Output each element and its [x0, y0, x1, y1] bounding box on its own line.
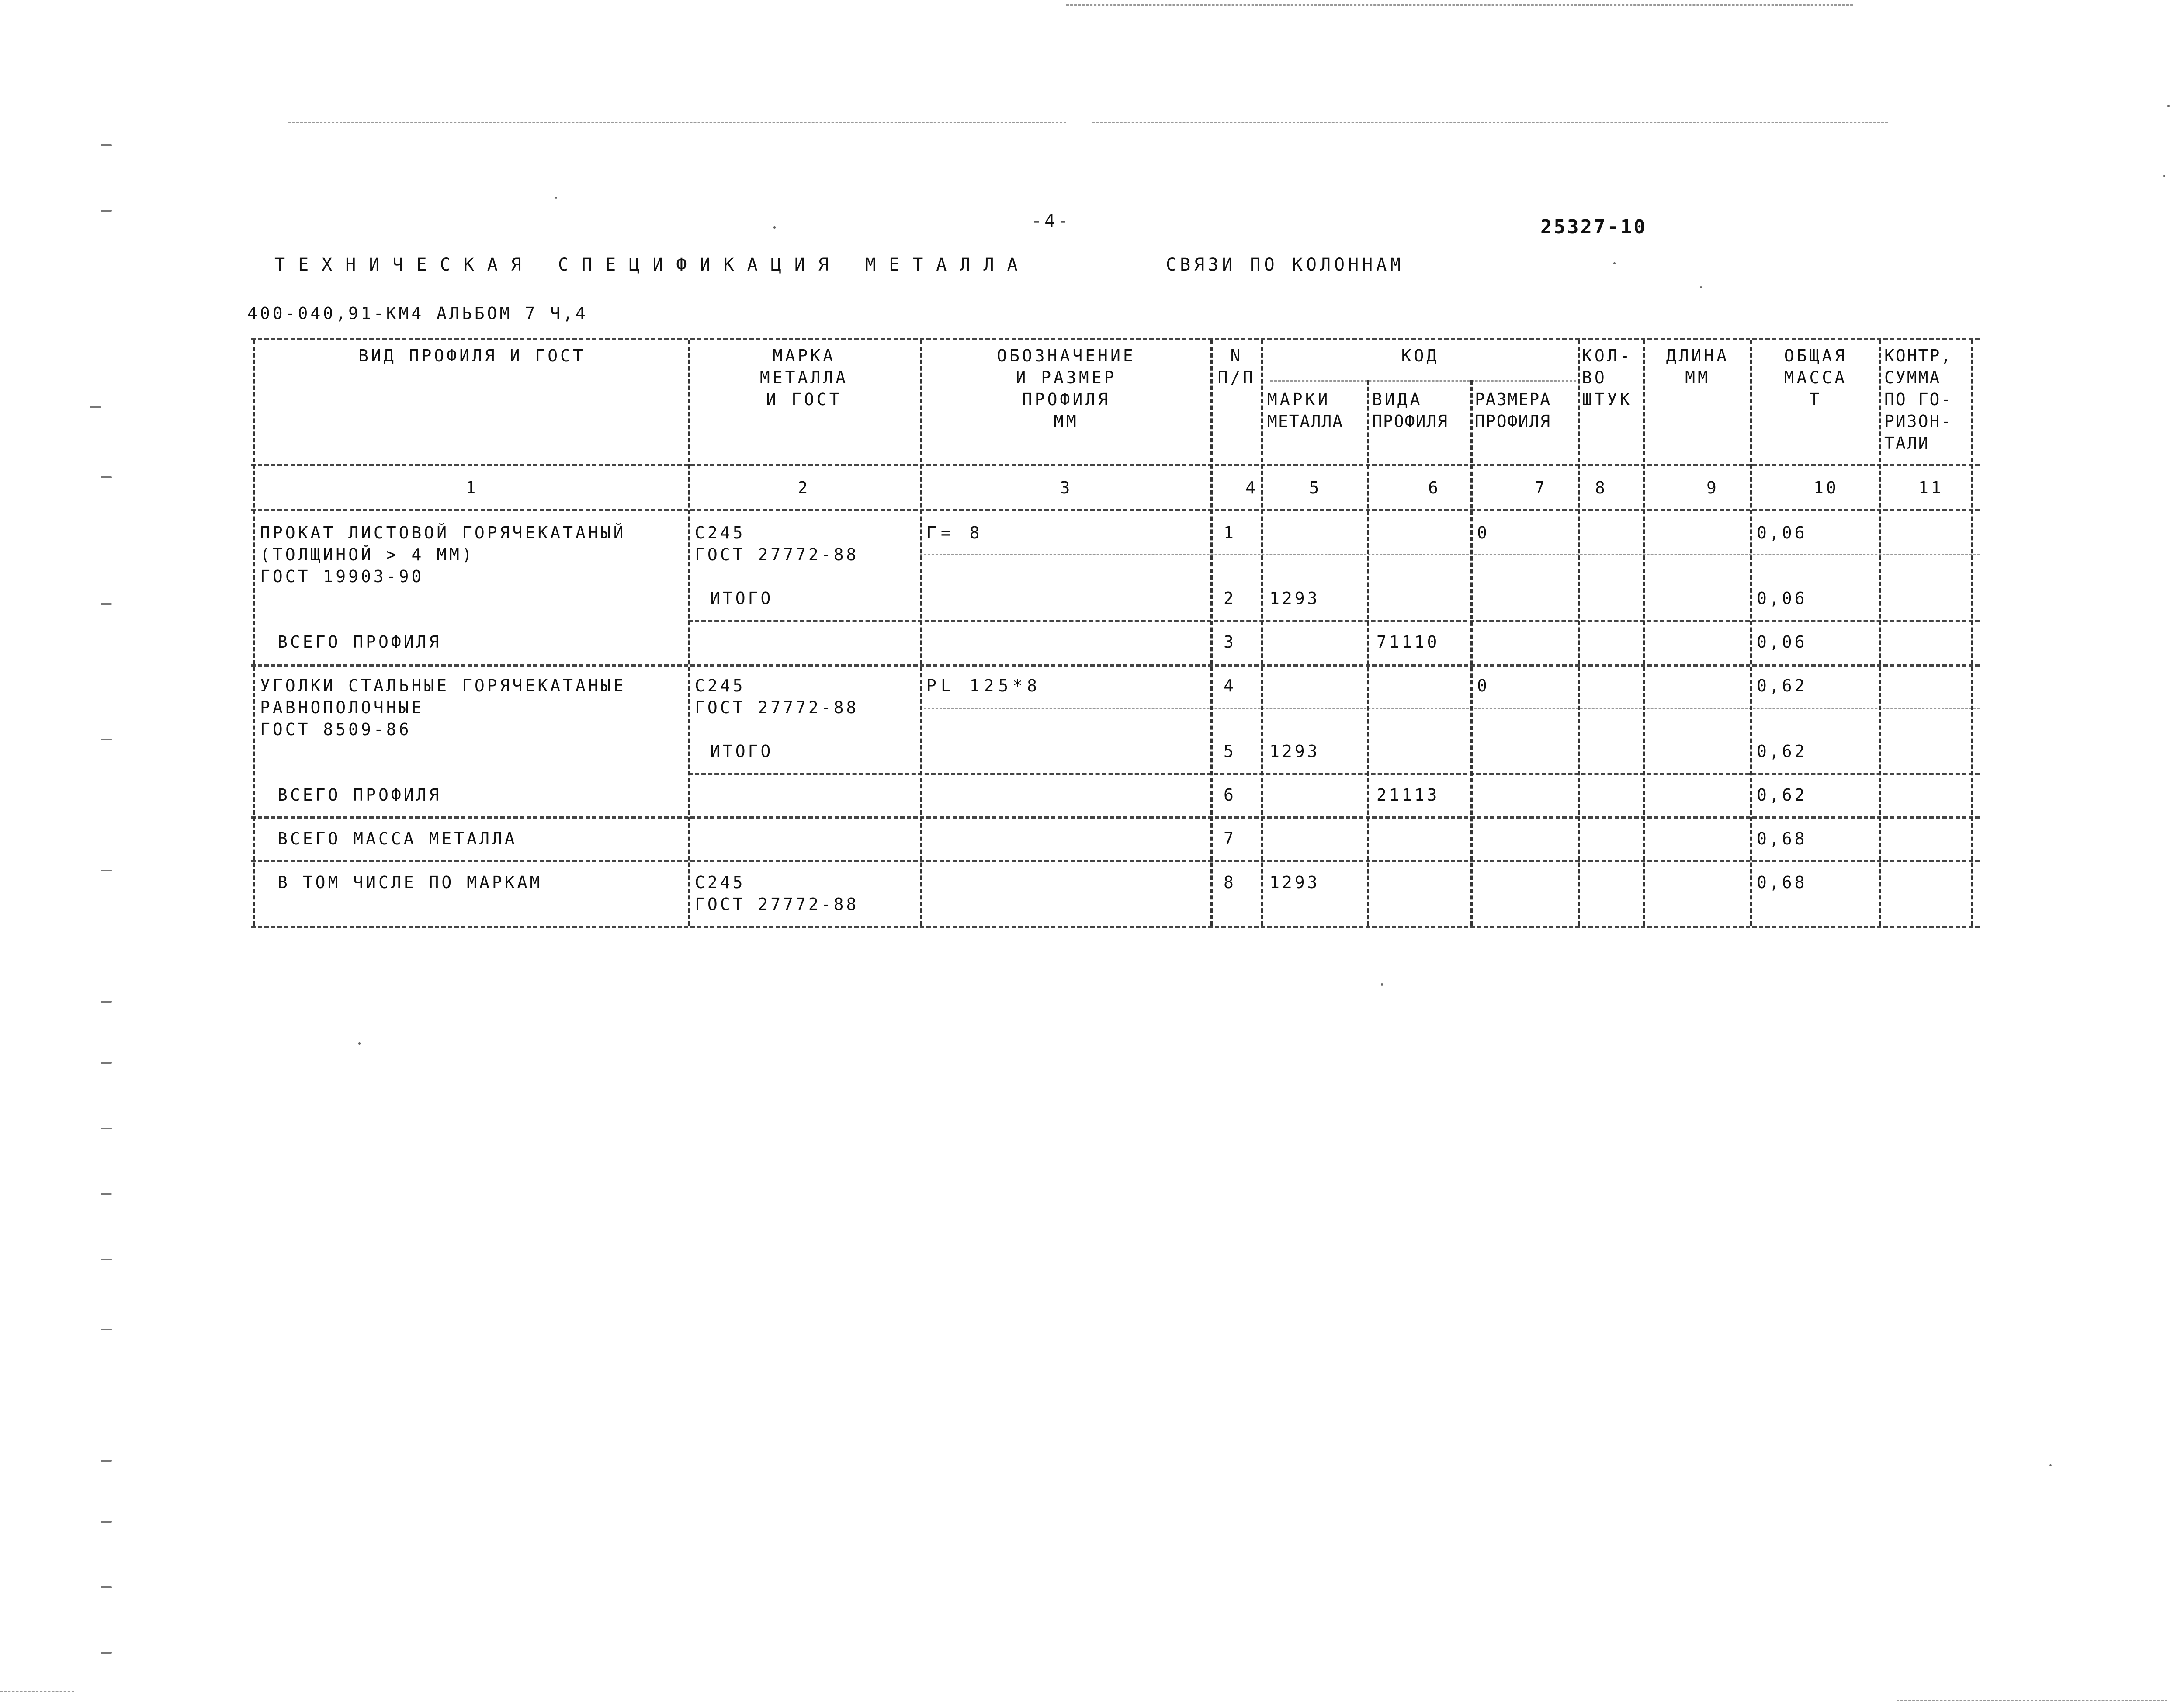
cell-index: 7: [1224, 829, 1236, 848]
cell-profile: ВСЕГО ПРОФИЛЯ: [277, 785, 442, 805]
cell-steel-standard: ГОСТ 27772-88: [695, 895, 859, 914]
header-col7-line1: РАЗМЕРА: [1475, 390, 1551, 409]
cell-mass: 0,62: [1757, 676, 1807, 695]
col-number-10: 10: [1813, 478, 1839, 497]
cell-index: 2: [1224, 589, 1236, 608]
cell-profile: ГОСТ 19903-90: [260, 567, 424, 586]
cell-mass: 0,68: [1757, 829, 1807, 848]
cell-mass: 0,06: [1757, 523, 1807, 542]
cell-profile: РАВНОПОЛОЧНЫЕ: [260, 698, 424, 717]
cell-profile: УГОЛКИ СТАЛЬНЫЕ ГОРЯЧЕКАТАНЫЕ: [260, 676, 626, 695]
cell-index: 8: [1224, 873, 1236, 892]
header-col6-line2: ПРОФИЛЯ: [1372, 412, 1449, 431]
header-col5-line1: МАРКИ: [1267, 390, 1331, 409]
header-col3-line1: ОБОЗНАЧЕНИЕ: [997, 346, 1136, 365]
header-col11-line2: СУММА: [1884, 368, 1941, 387]
header-col3-line3: ПРОФИЛЯ: [1022, 390, 1111, 409]
cell-mass: 0,62: [1757, 785, 1807, 805]
header-col4-line2: П/П: [1217, 368, 1256, 387]
header-col1-line1: ВИД ПРОФИЛЯ И ГОСТ: [358, 346, 586, 365]
cell-steel-grade: С245: [695, 676, 745, 695]
header-col9-line1: ДЛИНА: [1666, 346, 1730, 365]
cell-mass: 0,06: [1757, 632, 1807, 652]
header-col8-line1: КОЛ-: [1582, 346, 1633, 365]
cell-steel-grade: С245: [695, 873, 745, 892]
header-col2-line3: И ГОСТ: [766, 390, 842, 409]
col-number-8: 8: [1595, 478, 1608, 497]
col-number-2: 2: [797, 478, 811, 497]
cell-profile: (ТОЛЩИНОЙ > 4 ММ): [260, 545, 475, 564]
header-col4-line1: N: [1230, 346, 1243, 365]
album-reference: 400-040,91-КМ4 АЛЬБОМ 7 Ч,4: [247, 304, 588, 323]
col-number-4: 4: [1245, 478, 1258, 497]
cell-mass: 0,62: [1757, 742, 1807, 761]
cell-steel-standard: ГОСТ 27772-88: [695, 698, 859, 717]
cell-size: PL 125*8: [926, 676, 1042, 695]
header-col3-line4: ММ: [1054, 412, 1079, 431]
cell-profile: ВСЕГО ПРОФИЛЯ: [277, 632, 442, 652]
cell-size-code: 0: [1477, 676, 1490, 695]
header-col8-line2: ВО: [1582, 368, 1607, 387]
header-col11-line5: ТАЛИ: [1884, 434, 1930, 453]
cell-steel-standard: ГОСТ 27772-88: [695, 545, 859, 564]
cell-subtotal-label: ИТОГО: [710, 589, 773, 608]
col-number-7: 7: [1535, 478, 1547, 497]
page-number: -4-: [1031, 211, 1071, 231]
cell-size: Г= 8: [926, 523, 984, 542]
header-col7-line2: ПРОФИЛЯ: [1475, 412, 1551, 431]
cell-mass: 0,68: [1757, 873, 1807, 892]
cell-subtotal-label: ИТОГО: [710, 742, 773, 761]
cell-profile: ГОСТ 8509-86: [260, 720, 412, 739]
header-col2-line1: МАРКА: [772, 346, 836, 365]
cell-index: 3: [1224, 632, 1236, 652]
col-number-5: 5: [1309, 478, 1322, 497]
cell-profile: ВСЕГО МАССА МЕТАЛЛА: [277, 829, 517, 848]
cell-index: 4: [1224, 676, 1236, 695]
document-subject: СВЯЗИ ПО КОЛОННАМ: [1166, 255, 1404, 275]
header-col10-line3: Т: [1809, 390, 1822, 409]
cell-grade-code: 1293: [1269, 742, 1320, 761]
cell-profile-code: 21113: [1377, 785, 1440, 805]
header-col11-line3: ПО ГО-: [1884, 390, 1952, 409]
document-title: ТЕХНИЧЕСКАЯ СПЕЦИФИКАЦИЯ МЕТАЛЛА: [274, 255, 1031, 275]
header-col9-line2: ММ: [1685, 368, 1710, 387]
cell-profile: ПРОКАТ ЛИСТОВОЙ ГОРЯЧЕКАТАНЫЙ: [260, 523, 626, 542]
cell-grade-code: 1293: [1269, 589, 1320, 608]
cell-size-code: 0: [1477, 523, 1490, 542]
cell-index: 1: [1224, 523, 1236, 542]
header-col8-line3: ШТУК: [1582, 390, 1633, 409]
header-col10-line1: ОБЩАЯ: [1784, 346, 1848, 365]
col-number-1: 1: [465, 478, 478, 497]
cell-index: 6: [1224, 785, 1236, 805]
col-number-11: 11: [1918, 478, 1944, 497]
header-col2-line2: МЕТАЛЛА: [759, 368, 849, 387]
cell-profile: В ТОМ ЧИСЛЕ ПО МАРКАМ: [277, 873, 543, 892]
sheet-code: 25327-10: [1540, 216, 1647, 238]
col-number-6: 6: [1428, 478, 1441, 497]
header-kod: КОД: [1401, 346, 1439, 365]
header-col11-line1: КОНТР,: [1884, 346, 1952, 365]
cell-mass: 0,06: [1757, 589, 1807, 608]
cell-profile-code: 71110: [1377, 632, 1440, 652]
cell-grade-code: 1293: [1269, 873, 1320, 892]
cell-steel-grade: С245: [695, 523, 745, 542]
cell-index: 5: [1224, 742, 1236, 761]
header-col5-line2: МЕТАЛЛА: [1267, 412, 1344, 431]
col-number-9: 9: [1706, 478, 1719, 497]
header-col6-line1: ВИДА: [1372, 390, 1423, 409]
header-col11-line4: РИЗОН-: [1884, 412, 1952, 431]
header-col3-line2: И РАЗМЕР: [1016, 368, 1117, 387]
col-number-3: 3: [1060, 478, 1073, 497]
header-col10-line2: МАССА: [1784, 368, 1848, 387]
